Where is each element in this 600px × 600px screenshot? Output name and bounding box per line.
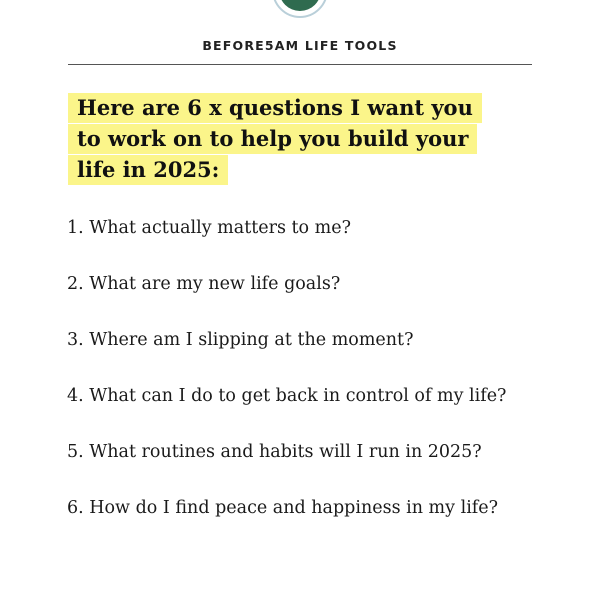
circular-logo-icon — [272, 0, 328, 18]
headline-highlight — [68, 93, 482, 185]
brand-name: BEFORE5AM LIFE TOOLS — [202, 38, 398, 53]
question-list — [67, 214, 506, 550]
question-item: 2. What are my new life goals? — [67, 274, 341, 294]
question-item: 6. How do I find peace and happiness in my life? — [67, 498, 499, 518]
divider — [68, 64, 532, 65]
question-item: 3. Where am I slipping at the moment? — [67, 330, 414, 350]
headline — [68, 92, 488, 185]
headline-line-1: Here are 6 x questions I want you — [77, 95, 473, 120]
logo-emblem — [279, 0, 321, 11]
question-item: 1. What actually matters to me? — [67, 218, 351, 238]
headline-line-3: life in 2025: — [77, 157, 220, 182]
headline-line-2: to work on to help you build your — [77, 126, 469, 151]
question-item: 4. What can I do to get back in control of my life? — [67, 386, 507, 406]
question-item: 5. What routines and habits will I run in 2025? — [67, 442, 482, 462]
